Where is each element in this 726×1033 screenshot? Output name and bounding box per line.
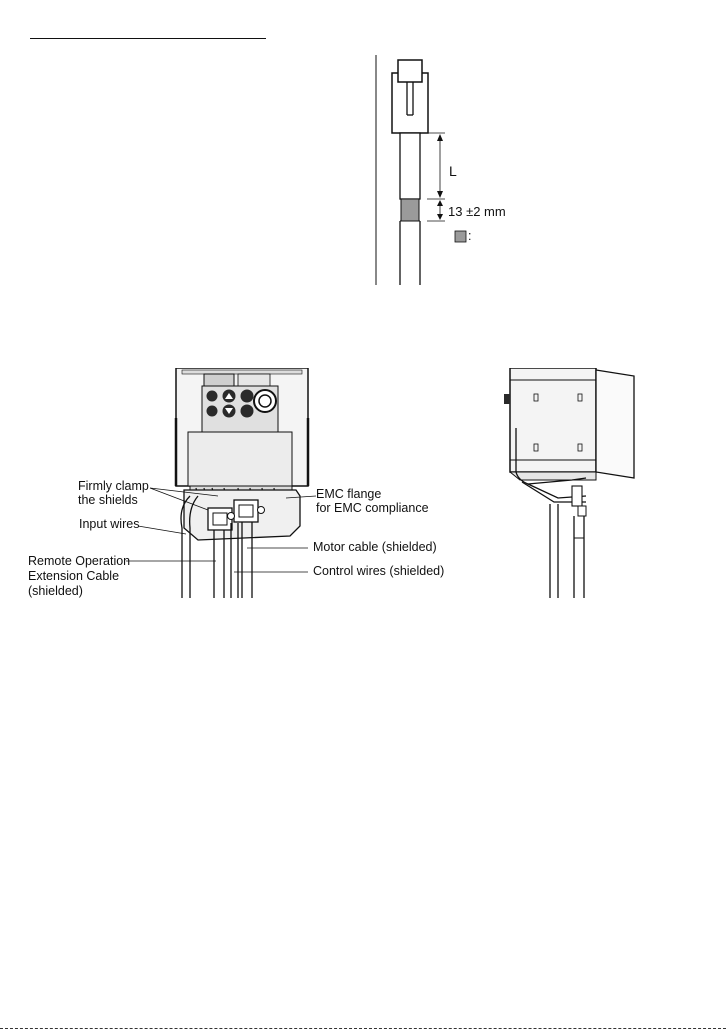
label-remote-line2: Extension Cable	[28, 569, 120, 583]
side-clamp	[572, 486, 582, 506]
dimension-l-label: L	[449, 163, 457, 179]
side-knob	[504, 394, 510, 404]
label-remote-line1: Remote Operation	[28, 554, 131, 568]
keypad-button	[241, 390, 254, 403]
keypad-button	[207, 406, 218, 417]
inverter-side-view	[498, 368, 638, 598]
label-motor-cable: Motor cable (shielded)	[313, 540, 437, 554]
strip-dimension-label: 13 ±2 mm	[448, 204, 506, 219]
stripped-shield-section	[401, 199, 419, 221]
label-emc-line1: EMC flange	[316, 487, 382, 501]
mounting-plate	[596, 370, 634, 478]
label-remote-line3: (shielded)	[28, 584, 83, 598]
front-cover	[188, 432, 292, 486]
flange-screw	[228, 513, 235, 520]
label-emc-line2: for EMC compliance	[316, 501, 429, 515]
label-control-wires: Control wires (shielded)	[313, 564, 445, 578]
legend-colon: :	[468, 229, 472, 243]
side-body	[510, 368, 596, 472]
label-input-wires: Input wires	[79, 517, 140, 531]
cable-jacket-upper	[400, 133, 420, 199]
section-heading-rule	[30, 38, 266, 39]
legend-swatch	[455, 231, 466, 242]
label-clamp-line1: Firmly clamp	[78, 479, 149, 493]
keypad-button	[241, 405, 254, 418]
connector-latch	[398, 60, 422, 82]
page-footer-rule	[0, 1028, 726, 1029]
flange-screw	[258, 507, 265, 514]
label-clamp-line2: the shields	[78, 493, 138, 507]
keypad-button	[207, 391, 218, 402]
leader-input	[138, 526, 186, 534]
